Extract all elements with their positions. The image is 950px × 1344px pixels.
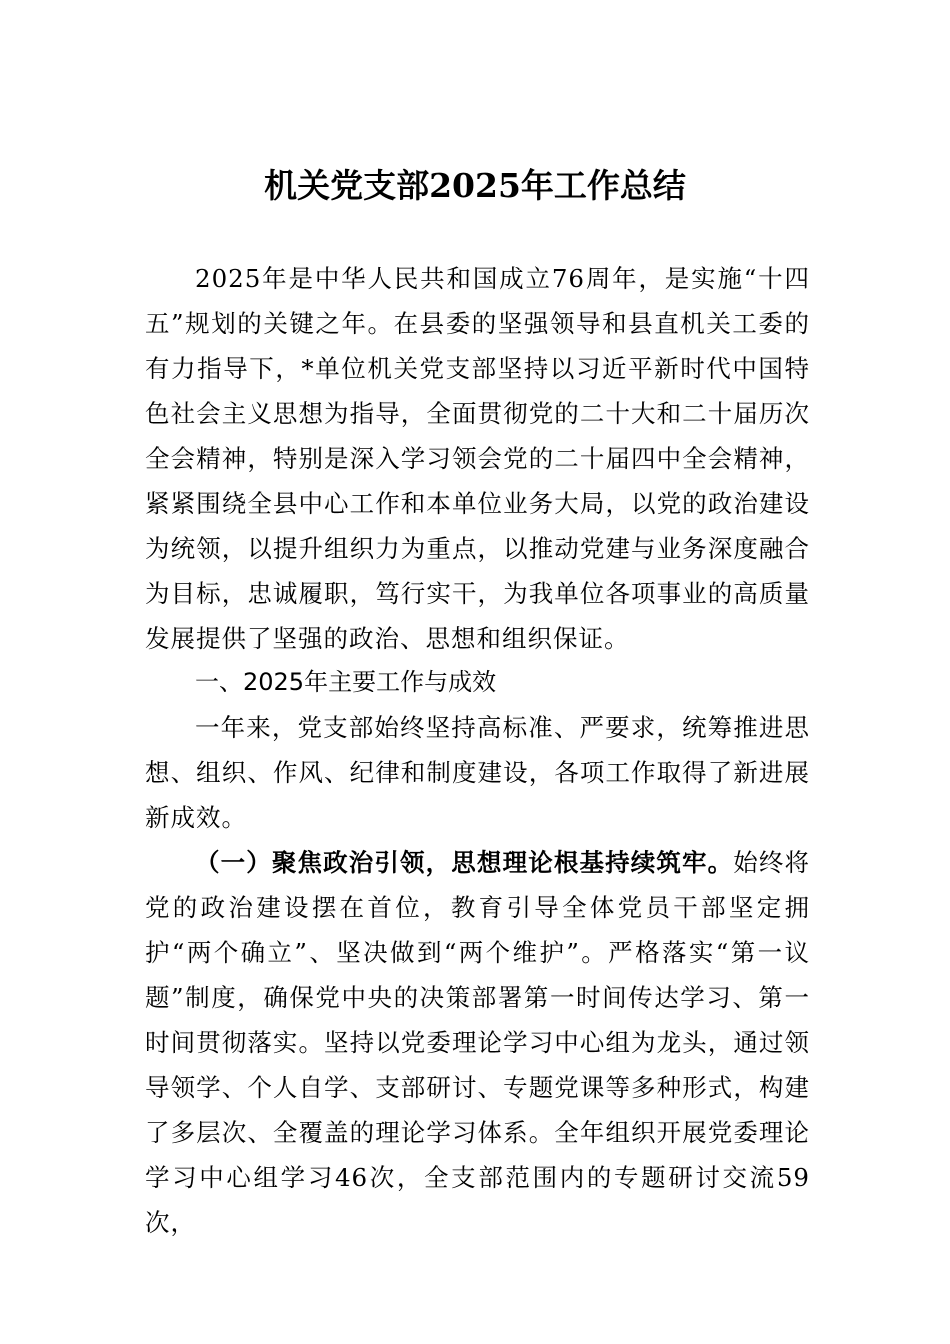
- section-heading: 一、2025年主要工作与成效: [195, 668, 497, 696]
- subsection-body: 始终将党的政治建设摆在首位，教育引导全体党员干部坚定拥护“两个确立”、坚决做到“两个维护”。严格落实“第一议题”制度，确保党中央的决策部署第一时间传达学习、第一时间贯彻落实。坚持以党委理论学习中心组为龙头，通过领导领学、个人自学、支部研讨、专题党课等多种形式，构建了多层次、全覆盖的理论学习体系。全年组织开展党委理论学习中心组学习46次，全支部范围内的专题研讨交流59次，: [145, 848, 811, 1237]
- document-title: 机关党支部2025年工作总结: [264, 166, 686, 205]
- subsection-heading: （一）聚焦政治引领，思想理论根基持续筑牢。: [195, 848, 734, 877]
- intro-paragraph: 2025年是中华人民共和国成立76周年，是实施“十四五”规划的关键之年。在县委的坚强领导和县直机关工委的有力指导下，*单位机关党支部坚持以习近平新时代中国特色社会主义思想为指导，全面贯彻党的二十大和二十届历次全会精神，特别是深入学习领会党的二十届四中全会精神，紧紧围绕全县中心工作和本单位业务大局，以党的政治建设为统领，以提升组织力为重点，以推动党建与业务深度融合为目标，忠诚履职，笃行实干，为我单位各项事业的高质量发展提供了坚强的政治、思想和组织保证。: [145, 264, 810, 653]
- subsection-paragraph: [145, 840, 810, 1245]
- section-intro-paragraph: 一年来，党支部始终坚持高标准、严要求，统筹推进思想、组织、作风、纪律和制度建设，各项工作取得了新进展新成效。: [145, 713, 810, 832]
